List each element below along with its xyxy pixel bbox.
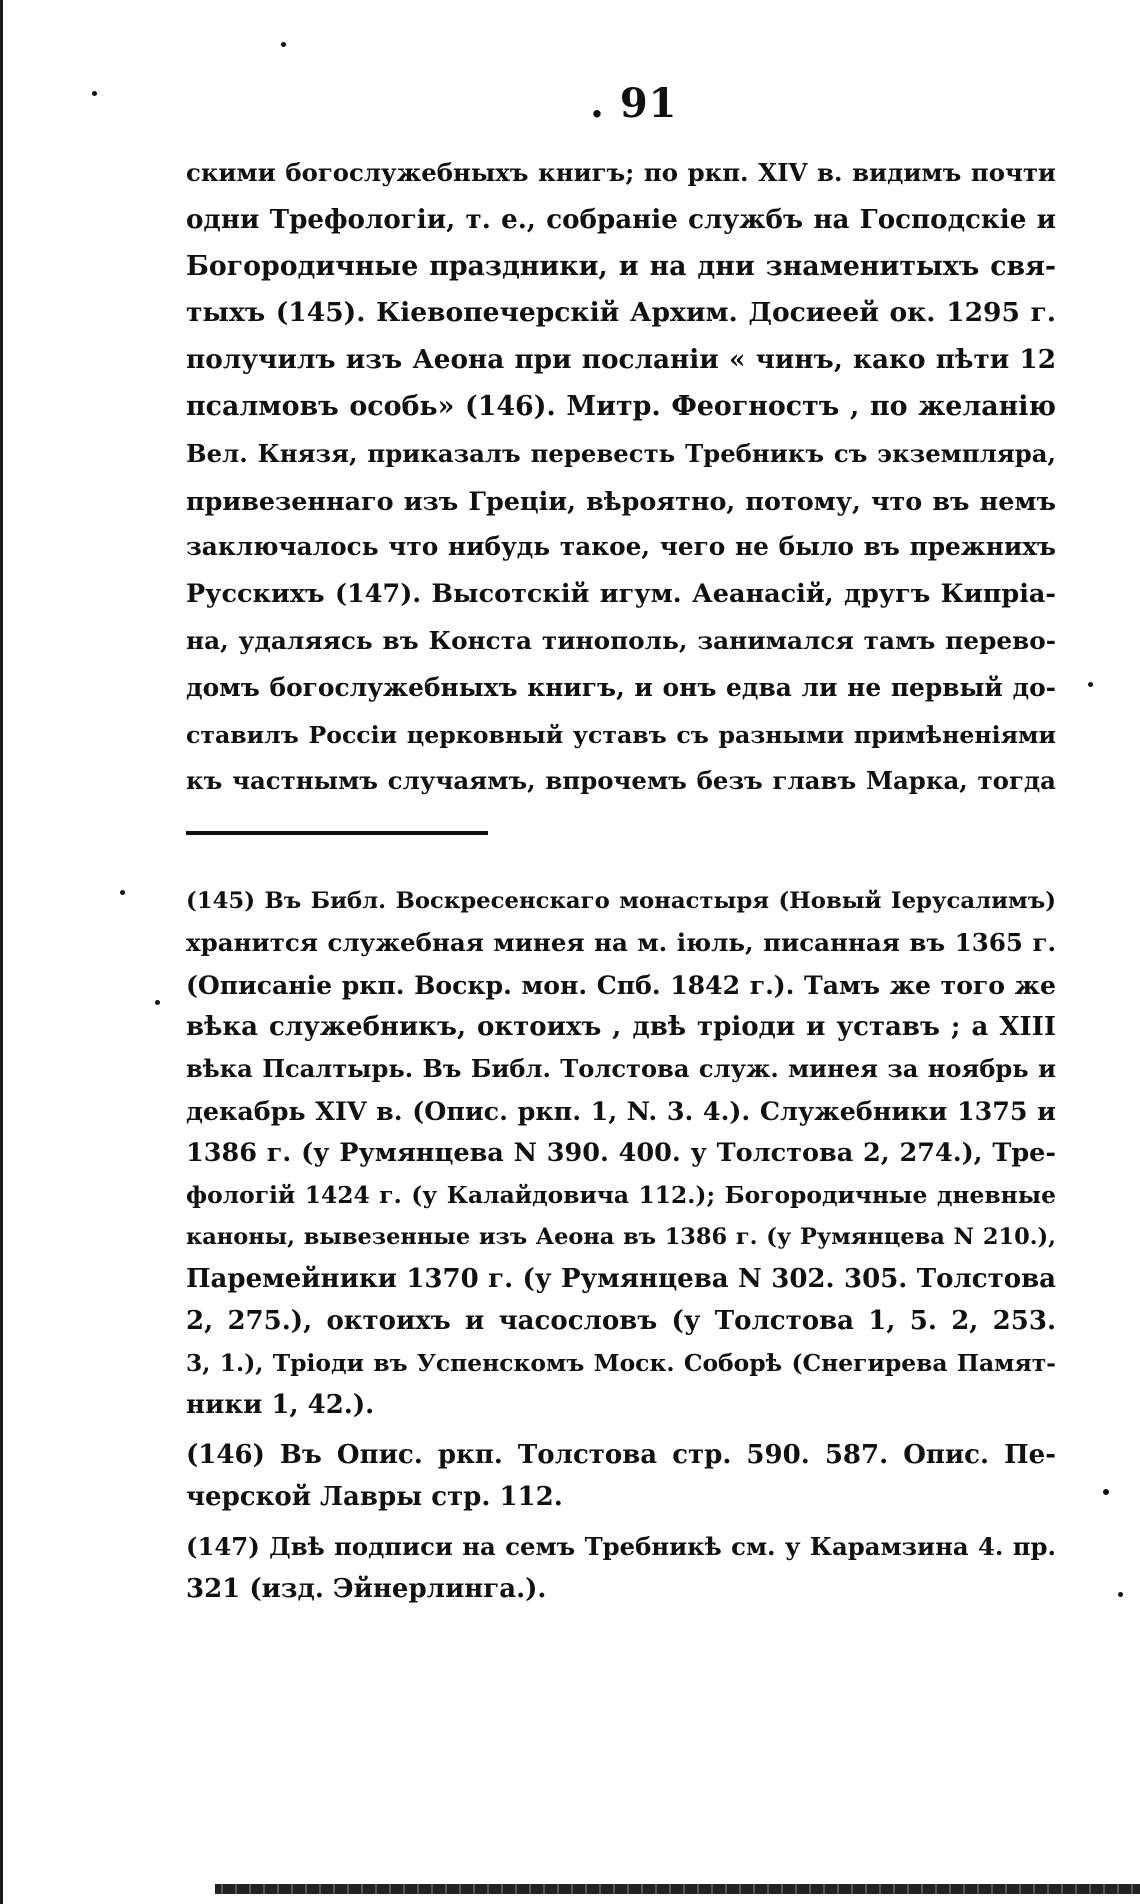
page-number: . 91: [590, 80, 678, 127]
text-line: одни Трефологіи, т. е., собраніе службъ на Господскіе и: [186, 203, 1056, 235]
scan-bottom-edge: [215, 1884, 1140, 1894]
text-line: Богородичные праздники, и на дни знаменитыхъ свя-: [186, 250, 1056, 282]
text-line: тыхъ (145). Кіевопечерскій Архим. Досиеей ок. 1295 г.: [186, 297, 1056, 329]
ink-speck: [120, 890, 125, 895]
footnote-line: 2, 275.), октоихъ и часословъ (у Толстова 1, 5. 2, 253.: [186, 1306, 1056, 1336]
text-line: псалмовъ особь» (146). Митр. Феогностъ , по желанію: [186, 390, 1056, 422]
footnote-separator-rule: [186, 831, 488, 835]
footnote-line: (Описаніе ркп. Воскр. мон. Спб. 1842 г.). Тамъ же того же: [186, 970, 1056, 1000]
ink-speck: [1103, 1489, 1109, 1495]
footnote-line: Паремейники 1370 г. (у Румянцева N 302. 305. Толстова: [186, 1264, 1056, 1294]
footnote-line: (146) Въ Опис. ркп. Толстова стр. 590. 587. Опис. Пе-: [186, 1440, 1056, 1470]
page-edge-line: [0, 0, 3, 1904]
footnote-line: хранится служебная минея на м. іюль, писанная въ 1365 г.: [186, 928, 1056, 957]
footnote-line: ники 1, 42.).: [186, 1390, 375, 1420]
text-line: Вел. Князя, приказалъ перевесть Требникъ съ экземпляра,: [186, 438, 1056, 468]
footnote-line: 321 (изд. Эйнерлинга.).: [186, 1574, 547, 1604]
text-line: ставилъ Россіи церковный уставъ съ разными примѣненіями: [186, 720, 1056, 749]
footnote-line: 1386 г. (у Румянцева N 390. 400. у Толстова 2, 274.), Тре-: [186, 1138, 1056, 1168]
main-text: [186, 150, 1056, 805]
text-line: заключалось что нибудь такое, чего не было въ прежнихъ: [186, 532, 1056, 562]
ink-speck: [155, 1000, 160, 1005]
footnote-line: (145) Въ Библ. Воскресенскаго монастыря (Новый Іерусалимъ): [186, 888, 1056, 914]
footnote-line: 3, 1.), Тріоди въ Успенскомъ Моск. Соборѣ (Снегирева Памят-: [186, 1349, 1056, 1377]
text-line: къ частнымъ случаямъ, впрочемъ безъ главъ Марка, тогда: [186, 766, 1056, 796]
text-line: домъ богослужебныхъ книгъ, и онъ едва ли не первый до-: [186, 672, 1056, 702]
footnotes: [186, 880, 1056, 1618]
text-line: получилъ изъ Аеона при посланіи « чинъ, како пѣти 12: [186, 344, 1056, 376]
text-line: привезеннаго изъ Греціи, вѣроятно, потому, что въ немъ: [186, 485, 1056, 516]
footnote-146: [186, 1434, 1056, 1518]
footnote-line: фологій 1424 г. (у Калайдовича 112.); Богородичные дневные: [186, 1181, 1056, 1209]
ink-speck: [92, 91, 97, 96]
text-line: на, удаляясь въ Конста тинополь, занимался тамъ перево-: [186, 625, 1056, 655]
ink-speck: [281, 42, 286, 47]
footnote-147: [186, 1526, 1056, 1610]
text-line: Русскихъ (147). Высотскій игум. Аеанасій, другъ Кипріа-: [186, 579, 1056, 610]
ink-speck: [1088, 682, 1093, 687]
ink-speck: [1118, 1592, 1123, 1597]
footnote-145: [186, 880, 1056, 1426]
footnote-line: вѣка Псалтырь. Въ Библ. Толстова служ. минея за ноябрь и: [186, 1054, 1056, 1083]
footnote-line: декабрь XIV в. (Опис. ркп. 1, N. 3. 4.). Служебники 1375 и: [186, 1096, 1056, 1126]
footnote-line: вѣка служебникъ, октоихъ , двѣ тріоди и уставъ ; а XIII: [186, 1012, 1056, 1042]
text-line: скими богослужебныхъ книгъ; по ркп. XIV в. видимъ почти: [186, 158, 1056, 187]
footnote-line: (147) Двѣ подписи на семъ Требникѣ см. у Карамзина 4. пр.: [186, 1532, 1056, 1561]
footnote-line: каноны, вывезенные изъ Аеона въ 1386 г. (у Румянцева N 210.),: [186, 1224, 1056, 1250]
footnote-line: черской Лавры стр. 112.: [186, 1482, 563, 1512]
